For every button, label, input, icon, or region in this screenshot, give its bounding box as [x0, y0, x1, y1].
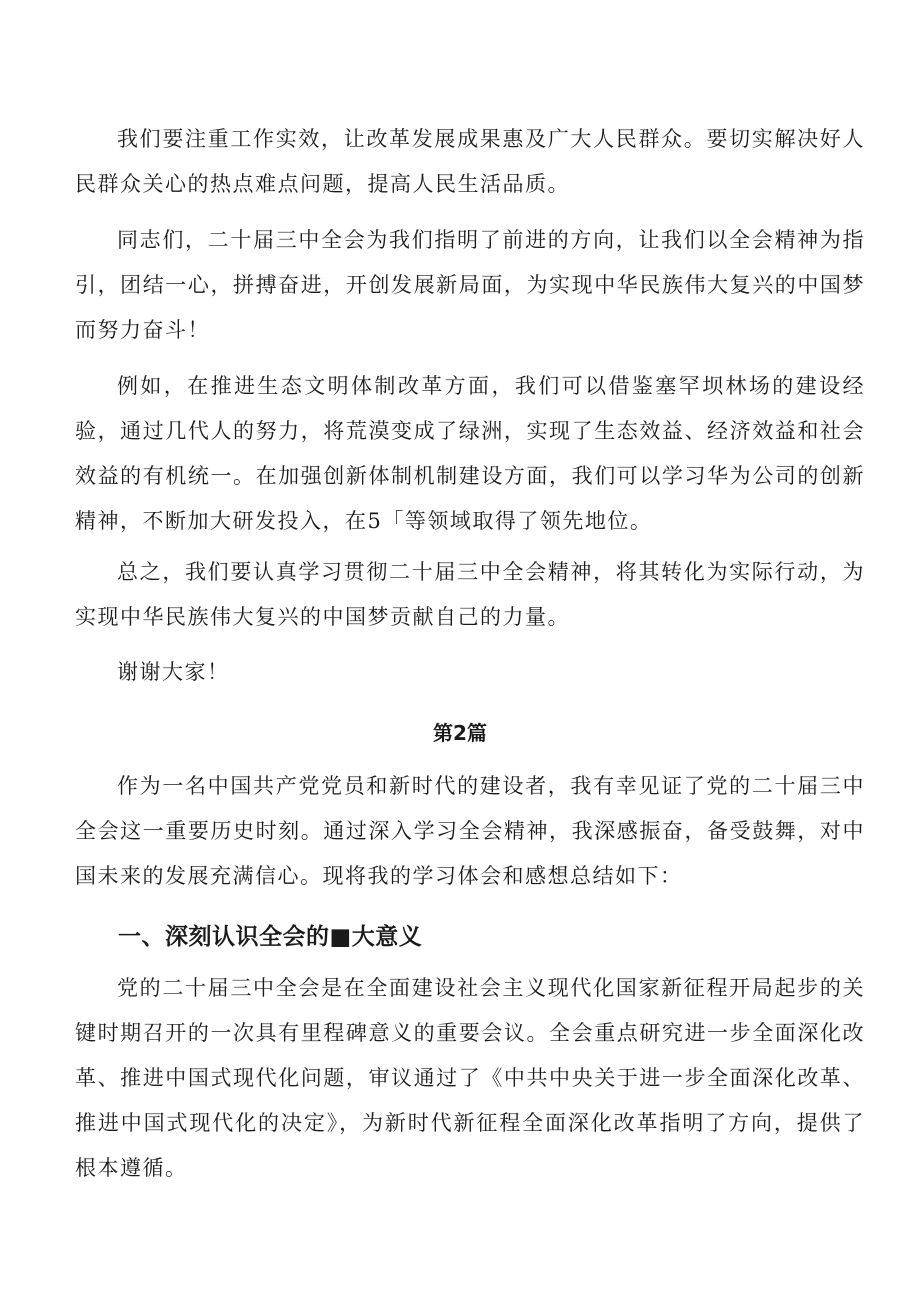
paragraph-examples: 例如，在推进生态文明体制改革方面，我们可以借鉴塞罕坝林场的建设经验，通过几代人的努力，将荒漠变成了绿洲，实现了生态效益、经济效益和社会效益的有机统一。在加强创新体制机制建设方面，我们可以学习华为公司的创新精神，不断加大研发投入，在5「等领域取得了领先地位。 — [75, 374, 865, 533]
paragraph-thanks: 谢谢大家！ — [117, 660, 230, 684]
paragraph-intro: 作为一名中国共产党党员和新时代的建设者，我有幸见证了党的二十届三中全会这一重要历史时刻。通过深入学习全会精神，我深感振奋，备受鼓舞，对中国未来的发展充满信心。现将我的学习体会和感想总结如下： — [75, 774, 865, 888]
paragraph-comrades-appeal: 同志们，二十届三中全会为我们指明了前进的方向，让我们以全会精神为指引，团结一心，拼搏奋进，开创发展新局面，为实现中华民族伟大复兴的中国梦而努力奋斗！ — [75, 228, 865, 342]
paragraph-reform-results: 我们要注重工作实效，让改革发展成果惠及广大人民群众。要切实解决好人民群众关心的热点难点问题，提高人民生活品质。 — [75, 127, 865, 196]
paragraph-conclusion: 总之，我们要认真学习贯彻二十届三中全会精神，将其转化为实际行动，为实现中华民族伟大复兴的中国梦贡献自己的力量。 — [75, 560, 865, 629]
section-heading: 一、深刻认识全会的■大意义 — [118, 924, 423, 950]
paragraph-section-body: 党的二十届三中全会是在全面建设社会主义现代化国家新征程开局起步的关键时期召开的一次具有里程碑意义的重要会议。全会重点研究进一步全面深化改革、推进中国式现代化问题，审议通过了《中共中央关于进一步全面深化改革、推进中国式现代化的决定》，为新时代新征程全面深化改革指明了方向，提供了根本遵循。 — [75, 976, 865, 1180]
chapter-title: 第2篇 — [433, 721, 487, 745]
